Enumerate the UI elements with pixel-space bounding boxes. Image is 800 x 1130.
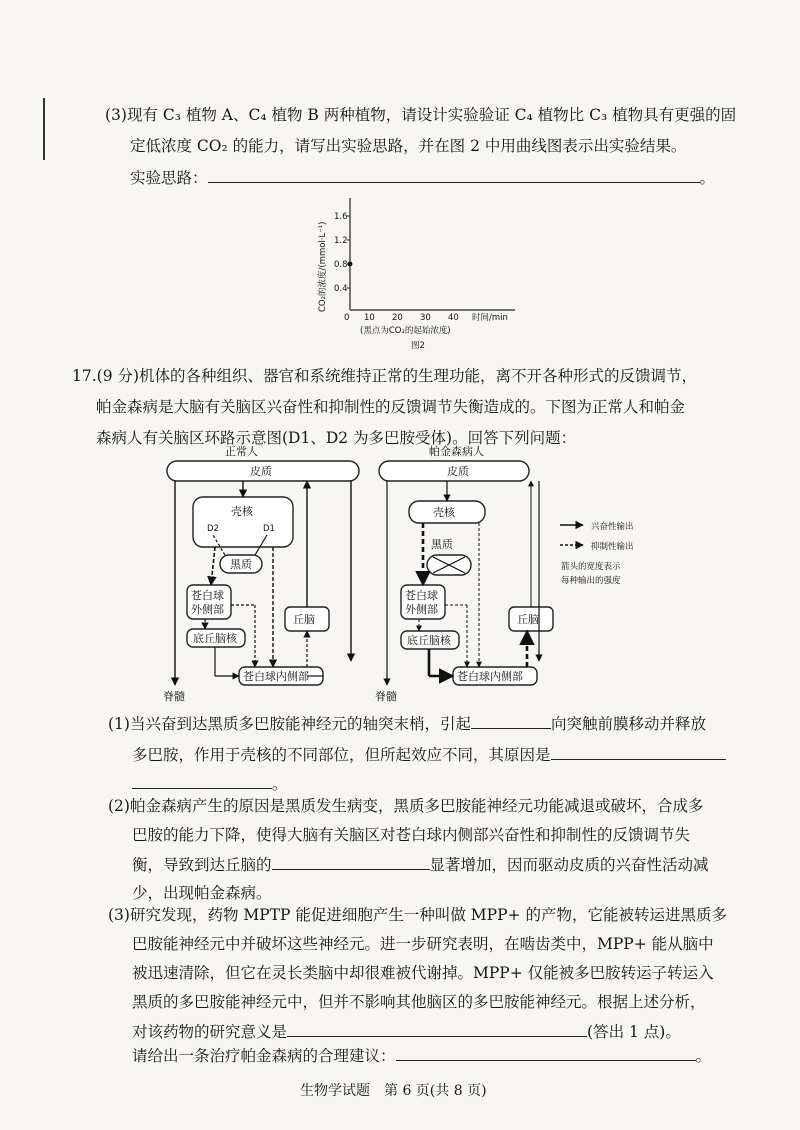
sub3-text-b: (答出 1 点)。 <box>587 1023 681 1041</box>
fig2-note: (黑点为CO₂的起始浓度) <box>360 326 451 336</box>
gpi-label: 苍白球内侧部 <box>243 670 309 683</box>
period: 。 <box>272 775 288 793</box>
legend-note-2: 每种输出的强度 <box>561 576 621 586</box>
sub1-text-a: (1)当兴奋到达黑质多巴胺能神经元的轴突末梢，引起 <box>108 715 471 733</box>
sub1-blank-2[interactable] <box>551 743 726 760</box>
sub1-line2 <box>132 743 726 766</box>
fig2-xtick: 20 <box>392 313 403 323</box>
experiment-idea-label: 实验思路： <box>130 169 208 187</box>
normal-title: 正常人 <box>225 445 258 458</box>
substantia-nigra-label: 黑质 <box>230 558 252 571</box>
sub1-text-b: 向突触前膜移动并释放 <box>550 715 706 733</box>
gpi-label-pd: 苍白球内侧部 <box>457 670 523 683</box>
fig2-start-point <box>348 262 353 267</box>
sub3-blank-1[interactable] <box>287 1020 587 1037</box>
fig2-xtick: 10 <box>364 313 375 323</box>
fig2-xtick: 40 <box>448 313 459 323</box>
fig2-ytick: 0.8 <box>334 260 348 270</box>
margin-bar <box>43 98 45 160</box>
stn-label-pd: 底丘脑核 <box>407 634 451 647</box>
sub3-line4: 黑质的多巴胺能神经元中，但并不影响其他脑区的多巴胺能神经元。根据上述分析， <box>132 993 706 1011</box>
thalamus-label: 丘脑 <box>293 613 315 626</box>
experiment-idea-row <box>130 166 715 189</box>
sub3-line5 <box>132 1020 681 1043</box>
sub2-text-b: 显著增加，因而驱动皮质的兴奋性活动减 <box>429 856 709 874</box>
normal-panel <box>163 445 359 703</box>
sub2-line2: 巴胺的能力下降，使得大脑有关脑区对苍白球内侧部兴奋性和抑制性的反馈调节失 <box>132 826 691 844</box>
sub2-line1: (2)帕金森病产生的原因是黑质发生病变，黑质多巴胺能神经元功能减退或破坏，合成多 <box>108 797 704 815</box>
legend-inhibitory: 抑制性输出 <box>591 542 634 552</box>
experiment-idea-blank[interactable] <box>208 166 700 183</box>
fig2-xlabel: 时间/min <box>472 313 508 323</box>
thalamus-label-pd: 丘脑 <box>517 613 539 626</box>
sub2-line4: 少，出现帕金森病。 <box>132 884 272 902</box>
gpe-label-1: 苍白球 <box>191 589 224 602</box>
pd-title: 帕金森病人 <box>429 445 484 458</box>
cortex-label-pd: 皮质 <box>447 465 469 478</box>
sub3-blank-2[interactable] <box>396 1044 696 1061</box>
legend-note-1: 箭头的宽度表示 <box>561 562 621 572</box>
fig2-xtick: 0 <box>344 313 350 323</box>
q17-line3: 森病人有关脑区环路示意图(D1、D2 为多巴胺受体)。回答下列问题： <box>96 429 577 447</box>
q17-line2: 帕金森病是大脑有关脑区兴奋性和抑制性的反馈调节失衡造成的。下图为正常人和帕金 <box>96 398 686 416</box>
d1-label: D1 <box>263 524 275 534</box>
sub3-line6 <box>132 1044 711 1067</box>
q3-line1: (3)现有 C₃ 植物 A、C₄ 植物 B 两种植物，请设计实验验证 C₄ 植物比 C₃ 植物具有更强的固 <box>105 106 737 124</box>
stn-label: 底丘脑核 <box>193 632 237 645</box>
page-footer: 生物学试题 第 6 页(共 8 页) <box>300 1083 487 1099</box>
sub1-line1 <box>108 712 706 735</box>
gpe-label-2-pd: 外侧部 <box>405 603 438 616</box>
sub3-line1: (3)研究发现，药物 MPTP 能促进细胞产生一种叫做 MPP+ 的产物，它能被转运进黑质多 <box>108 906 727 924</box>
striatum-label: 壳核 <box>231 505 253 518</box>
basal-ganglia-diagram <box>155 445 700 705</box>
cortex-label: 皮质 <box>250 465 272 478</box>
q3-line2: 定低浓度 CO₂ 的能力，请写出实验思路，并在图 2 中用曲线图表示出实验结果。 <box>130 137 687 155</box>
fig2-caption: 图2 <box>411 341 425 351</box>
gpe-label-1-pd: 苍白球 <box>405 589 438 602</box>
fig2-ytick: 0.4 <box>334 284 348 294</box>
sub3-line2: 巴胺能神经元中并破坏这些神经元。进一步研究表明，在啮齿类中，MPP+ 能从脑中 <box>132 935 714 953</box>
q17-line1: 17.(9 分)机体的各种组织、器官和系统维持正常的生理功能，离不开各种形式的反馈调节， <box>72 367 698 385</box>
sub1-text-c: 多巴胺，作用于壳核的不同部位，但所起效应不同，其原因是 <box>132 746 551 764</box>
sub3-text-c: 请给出一条治疗帕金森病的合理建议： <box>132 1047 396 1065</box>
sub2-text-a: 衡，导致到达丘脑的 <box>132 856 272 874</box>
fig2-ytick: 1.6 <box>334 212 348 222</box>
d2-label: D2 <box>207 524 219 534</box>
figure-2 <box>300 192 550 352</box>
fig2-ylabel: CO₂的浓度/(mmol·L⁻¹) <box>318 221 328 312</box>
gpe-label-2: 外侧部 <box>191 603 224 616</box>
period: 。 <box>699 169 716 187</box>
sub1-blank-1[interactable] <box>471 712 551 729</box>
sub3-text-a: 对该药物的研究意义是 <box>132 1023 288 1041</box>
sub2-line3 <box>132 853 709 876</box>
legend <box>560 521 634 586</box>
spinal-label-pd: 脊髓 <box>375 690 397 703</box>
sub1-line3 <box>132 772 288 795</box>
parkinson-panel <box>375 445 553 703</box>
striatum-label-pd: 壳核 <box>433 506 455 519</box>
fig2-xtick: 30 <box>420 313 431 323</box>
sub3-line3: 被迅速清除，但它在灵长类脑中却很难被代谢掉。MPP+ 仅能被多巴胺转运子转运入 <box>132 964 714 982</box>
spinal-label: 脊髓 <box>163 690 185 703</box>
fig2-ytick: 1.2 <box>334 236 348 246</box>
sub2-blank[interactable] <box>272 853 430 870</box>
sub1-blank-3[interactable] <box>132 772 272 789</box>
legend-excitatory: 兴奋性输出 <box>591 522 634 532</box>
substantia-nigra-label-pd: 黑质 <box>431 538 453 551</box>
period: 。 <box>695 1047 712 1065</box>
